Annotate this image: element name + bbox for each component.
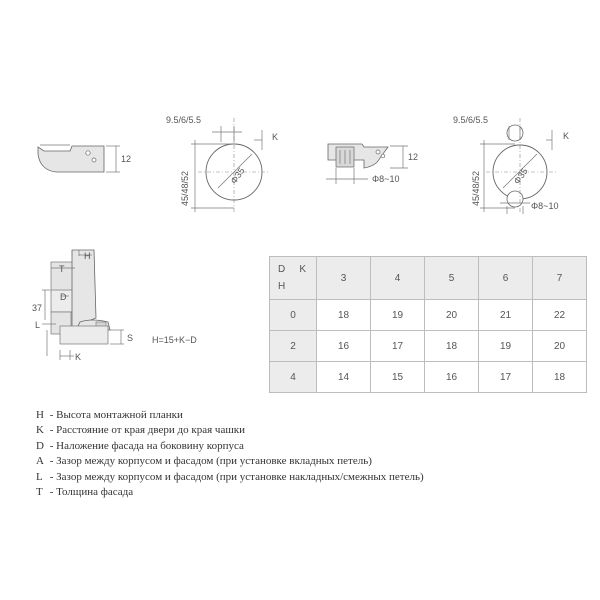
corner-k: K bbox=[299, 264, 306, 275]
dim-height: 45/48/52 bbox=[180, 170, 190, 206]
h-value: 16 bbox=[317, 331, 371, 362]
label-t: T bbox=[59, 264, 65, 274]
dim-k-b: K bbox=[563, 131, 570, 141]
corner-h: H bbox=[278, 281, 286, 292]
k-header: 5 bbox=[425, 257, 479, 300]
legend-text: - Толщина фасада bbox=[49, 486, 134, 499]
legend-text: - Наложение фасада на боковину корпуса bbox=[49, 439, 244, 452]
dim-12: 12 bbox=[121, 154, 132, 164]
dim-plug: Φ8~10 bbox=[372, 174, 400, 184]
label-s: S bbox=[127, 333, 134, 343]
spec-table bbox=[269, 256, 587, 393]
table-row bbox=[270, 331, 587, 362]
h-value: 19 bbox=[371, 300, 425, 331]
legend-text: - Зазор между корпусом и фасадом (при установке вкладных петель) bbox=[49, 455, 372, 468]
section-view bbox=[32, 250, 197, 362]
dia-35b: Φ35 bbox=[511, 166, 530, 187]
h-value: 19 bbox=[479, 331, 533, 362]
legend-item bbox=[36, 454, 424, 469]
h-value: 20 bbox=[425, 300, 479, 331]
label-l: L bbox=[35, 320, 41, 330]
legend-symbol: K bbox=[36, 424, 44, 437]
legend-item bbox=[36, 423, 424, 438]
table-header-row bbox=[270, 257, 587, 300]
label-d: D bbox=[60, 292, 67, 302]
legend bbox=[36, 408, 424, 500]
cup-top-view-1 bbox=[166, 115, 278, 214]
h-value: 21 bbox=[479, 300, 533, 331]
dim-12b: 12 bbox=[408, 152, 419, 162]
dim-height-b: 45/48/52 bbox=[471, 170, 481, 206]
legend-text: - Расстояние от края двери до края чашки bbox=[49, 424, 246, 437]
h-value: 18 bbox=[425, 331, 479, 362]
legend-item bbox=[36, 470, 424, 485]
d-value: 2 bbox=[270, 331, 317, 362]
legend-symbol: T bbox=[36, 486, 43, 499]
dia-35: Φ35 bbox=[228, 165, 247, 186]
hinge-side-view-2 bbox=[326, 144, 418, 184]
h-value: 17 bbox=[479, 362, 533, 393]
cup-top-view-2 bbox=[453, 115, 569, 214]
legend-symbol: L bbox=[36, 470, 43, 483]
legend-text: - Высота монтажной планки bbox=[49, 409, 183, 421]
h-value: 18 bbox=[533, 362, 587, 393]
legend-item bbox=[36, 439, 424, 454]
legend-symbol: A bbox=[36, 455, 44, 468]
legend-item bbox=[36, 408, 424, 423]
k-header: 3 bbox=[317, 257, 371, 300]
dim-offset: 9.5/6/5.5 bbox=[166, 115, 202, 125]
formula: H=15+K−D bbox=[152, 335, 197, 345]
h-value: 18 bbox=[317, 300, 371, 331]
corner-d: D bbox=[278, 264, 286, 275]
k-header: 7 bbox=[533, 257, 587, 300]
h-value: 20 bbox=[533, 331, 587, 362]
label-h: H bbox=[84, 251, 91, 261]
dim-offset-b: 9.5/6/5.5 bbox=[453, 115, 489, 125]
h-value: 15 bbox=[371, 362, 425, 393]
d-value: 0 bbox=[270, 300, 317, 331]
legend-symbol: H bbox=[36, 409, 44, 421]
h-value: 16 bbox=[425, 362, 479, 393]
label-37: 37 bbox=[32, 303, 43, 313]
d-value: 4 bbox=[270, 362, 317, 393]
table-row bbox=[270, 300, 587, 331]
legend-item bbox=[36, 485, 424, 500]
label-k: K bbox=[75, 352, 82, 362]
k-header: 4 bbox=[371, 257, 425, 300]
legend-text: - Зазор между корпусом и фасадом (при установке накладных/смежных петель) bbox=[49, 470, 424, 483]
table-corner bbox=[270, 257, 317, 300]
hinge-side-view-1 bbox=[38, 145, 131, 172]
dim-k: K bbox=[272, 132, 279, 142]
h-value: 14 bbox=[317, 362, 371, 393]
k-header: 6 bbox=[479, 257, 533, 300]
h-value: 22 bbox=[533, 300, 587, 331]
dim-plug-b: Φ8~10 bbox=[531, 201, 559, 211]
table-row bbox=[270, 362, 587, 393]
legend-symbol: D bbox=[36, 439, 44, 452]
h-value: 17 bbox=[371, 331, 425, 362]
